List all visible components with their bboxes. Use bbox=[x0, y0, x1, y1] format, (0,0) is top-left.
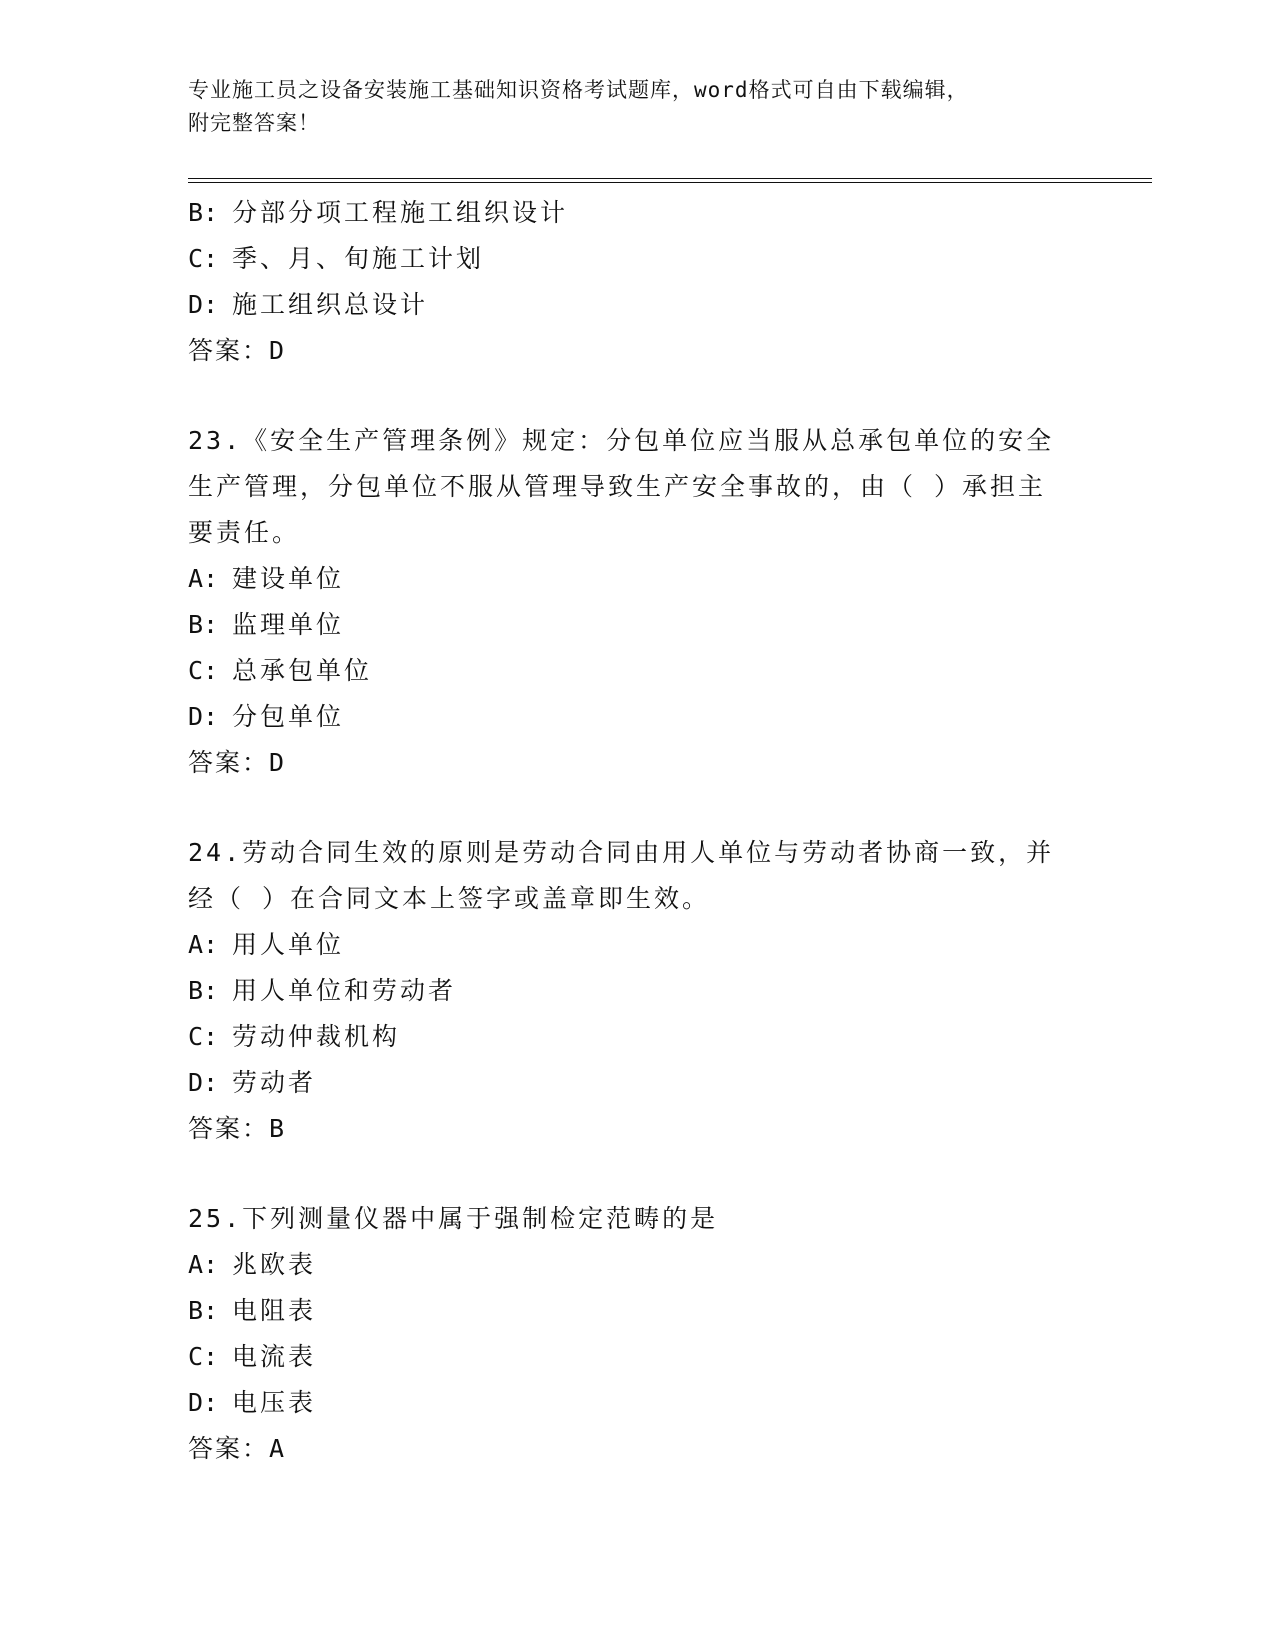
answer-line: 答案：B bbox=[188, 1114, 287, 1143]
question-stem-line: 23.《安全生产管理条例》规定：分包单位应当服从总承包单位的安全 bbox=[188, 426, 1055, 455]
option-text: 施工组织总设计 bbox=[232, 290, 429, 319]
question-25 bbox=[188, 1196, 1088, 1472]
answer-line: 答案：D bbox=[188, 748, 287, 777]
option-text: 劳动仲裁机构 bbox=[232, 1022, 401, 1051]
option-row bbox=[188, 694, 1088, 740]
question-stem-line: 生产管理，分包单位不服从管理导致生产安全事故的，由（ ）承担主 bbox=[188, 472, 1047, 501]
option-text: 建设单位 bbox=[232, 564, 345, 593]
option-text: 电流表 bbox=[232, 1342, 317, 1371]
option-row bbox=[188, 1060, 1088, 1106]
option-key: C: bbox=[188, 1022, 219, 1051]
option-key: D: bbox=[188, 290, 219, 319]
answer-line: 答案：D bbox=[188, 336, 287, 365]
option-text: 季、月、旬施工计划 bbox=[232, 244, 485, 273]
spacer bbox=[188, 374, 1088, 418]
option-row bbox=[188, 1242, 1088, 1288]
option-key: A: bbox=[188, 1250, 219, 1279]
option-row bbox=[188, 1288, 1088, 1334]
option-row bbox=[188, 968, 1088, 1014]
option-row bbox=[188, 556, 1088, 602]
option-key: B: bbox=[188, 976, 219, 1005]
option-key: A: bbox=[188, 930, 219, 959]
header-line-1: 专业施工员之设备安装施工基础知识资格考试题库，word格式可自由下载编辑， bbox=[188, 78, 969, 102]
option-text: 用人单位 bbox=[232, 930, 345, 959]
option-key: C: bbox=[188, 1342, 219, 1371]
spacer bbox=[188, 1152, 1088, 1196]
option-text: 电阻表 bbox=[232, 1296, 317, 1325]
option-text: 监理单位 bbox=[232, 610, 345, 639]
option-key: D: bbox=[188, 1068, 219, 1097]
option-row bbox=[188, 602, 1088, 648]
option-text: 电压表 bbox=[232, 1388, 317, 1417]
option-row bbox=[188, 648, 1088, 694]
option-text: 兆欧表 bbox=[232, 1250, 317, 1279]
spacer bbox=[188, 786, 1088, 830]
option-text: 用人单位和劳动者 bbox=[232, 976, 457, 1005]
document-header bbox=[188, 74, 1088, 140]
option-row bbox=[188, 282, 1088, 328]
question-stem-line: 24.劳动合同生效的原则是劳动合同由用人单位与劳动者协商一致，并 bbox=[188, 838, 1055, 867]
question-stem-line: 经（ ）在合同文本上签字或盖章即生效。 bbox=[188, 884, 711, 913]
option-key: B: bbox=[188, 610, 219, 639]
option-key: B: bbox=[188, 198, 219, 227]
option-row bbox=[188, 190, 1088, 236]
option-row bbox=[188, 236, 1088, 282]
option-key: B: bbox=[188, 1296, 219, 1325]
continued-question bbox=[188, 190, 1088, 374]
option-row bbox=[188, 922, 1088, 968]
option-key: D: bbox=[188, 1388, 219, 1417]
option-row bbox=[188, 1014, 1088, 1060]
question-content bbox=[188, 190, 1088, 1472]
option-text: 劳动者 bbox=[232, 1068, 317, 1097]
question-24 bbox=[188, 830, 1088, 1152]
option-key: C: bbox=[188, 656, 219, 685]
question-23 bbox=[188, 418, 1088, 786]
answer-line: 答案：A bbox=[188, 1434, 287, 1463]
question-stem-line: 25.下列测量仪器中属于强制检定范畴的是 bbox=[188, 1204, 719, 1233]
option-key: A: bbox=[188, 564, 219, 593]
option-text: 分部分项工程施工组织设计 bbox=[232, 198, 569, 227]
header-divider bbox=[188, 178, 1152, 183]
option-text: 总承包单位 bbox=[232, 656, 373, 685]
option-key: C: bbox=[188, 244, 219, 273]
option-row bbox=[188, 1334, 1088, 1380]
option-row bbox=[188, 1380, 1088, 1426]
header-line-2: 附完整答案！ bbox=[188, 111, 320, 135]
question-stem-line: 要责任。 bbox=[188, 518, 301, 547]
option-text: 分包单位 bbox=[232, 702, 345, 731]
option-key: D: bbox=[188, 702, 219, 731]
